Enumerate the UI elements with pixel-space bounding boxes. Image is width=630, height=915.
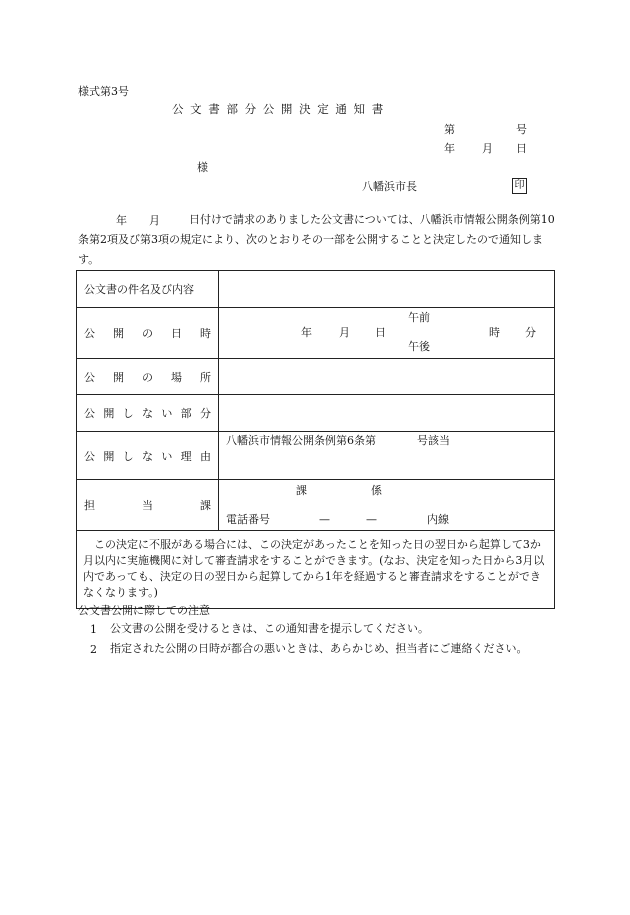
label-char: 担 bbox=[84, 499, 95, 512]
dept-ka: 課 bbox=[296, 484, 307, 497]
dt-year: 年 bbox=[301, 326, 312, 339]
dt-pm: 午後 bbox=[408, 340, 430, 353]
label-char: 公 bbox=[84, 407, 95, 420]
label-char: 当 bbox=[142, 499, 153, 512]
doc-name-value[interactable] bbox=[219, 271, 555, 308]
doc-name-label-cell bbox=[77, 271, 219, 308]
intro-month: 月 bbox=[149, 214, 160, 227]
dept-value[interactable] bbox=[219, 480, 555, 531]
addressee-suffix: 様 bbox=[197, 161, 208, 174]
nondisclosed-label-cell bbox=[77, 395, 219, 432]
label-char: 公 bbox=[84, 327, 95, 340]
label-char: 場 bbox=[171, 370, 182, 384]
label-char: 開 bbox=[103, 449, 115, 463]
note-1-number: 1 bbox=[90, 623, 97, 636]
label-char: の bbox=[142, 327, 153, 340]
label-char: 開 bbox=[113, 327, 124, 340]
note-1-text: 公文書の公開を受けるときは、この通知書を提示してください。 bbox=[110, 622, 429, 635]
reason-value[interactable] bbox=[219, 432, 555, 480]
decision-table bbox=[76, 270, 555, 609]
document-title: 公 文 書 部 分 公 開 決 定 通 知 書 bbox=[172, 102, 385, 116]
label-char: 日 bbox=[171, 327, 182, 340]
seal-mark: 印 bbox=[512, 178, 527, 194]
label-char: 所 bbox=[200, 370, 211, 384]
doc-number-suffix: 号 bbox=[516, 123, 527, 136]
reason-suffix: 号該当 bbox=[417, 434, 450, 447]
label-char: な bbox=[141, 407, 153, 420]
dept-kakari: 係 bbox=[371, 484, 382, 497]
doc-number-prefix: 第 bbox=[444, 123, 455, 136]
row-nondisclosed bbox=[77, 395, 555, 432]
intro-text: 日付けで請求のありました公文書については、八幡浜市情報公開条例第10条第2項及び第3項の規定により、次のとおりその一部を公開することと決定したので通知します。 bbox=[78, 213, 555, 266]
row-datetime bbox=[77, 308, 555, 359]
nondisclosed-label bbox=[77, 405, 218, 421]
label-char: 公 bbox=[84, 449, 95, 463]
place-value[interactable] bbox=[219, 359, 555, 395]
notes-heading: 公文書公開に際しての注意 bbox=[78, 604, 210, 617]
reason-label-cell bbox=[77, 432, 219, 480]
label-char: 分 bbox=[199, 407, 211, 420]
dt-minute: 分 bbox=[525, 326, 536, 339]
date-day: 日 bbox=[516, 142, 527, 155]
datetime-label bbox=[77, 325, 218, 341]
note-2-number: 2 bbox=[90, 643, 97, 656]
label-char: い bbox=[161, 449, 173, 463]
row-department bbox=[77, 480, 555, 531]
label-char: 公 bbox=[84, 370, 95, 384]
appeal-notice: この決定に不服がある場合には、この決定があったことを知った日の翌日から起算して3か月以内に実施機関に対して審査請求をすることができます。(なお、決定を知った日から3月以内であっても、決定の日の翌日から起算してから1年を経過すると審査請求をすることができなくなります。) bbox=[77, 531, 555, 609]
note-2-text bbox=[96, 640, 554, 658]
datetime-label-cell bbox=[77, 308, 219, 359]
place-label-cell bbox=[77, 359, 219, 395]
label-char: の bbox=[142, 370, 153, 384]
phone-dash-2: — bbox=[366, 513, 377, 526]
reason-text: 八幡浜市情報公開条例第6条第 bbox=[226, 434, 376, 447]
dept-label-cell bbox=[77, 480, 219, 531]
label-char: 部 bbox=[180, 407, 192, 420]
row-reason bbox=[77, 432, 555, 480]
date-year: 年 bbox=[444, 142, 455, 155]
label-char: 理 bbox=[180, 449, 192, 463]
place-label bbox=[77, 369, 218, 385]
label-char: 開 bbox=[113, 370, 124, 384]
datetime-value[interactable] bbox=[219, 308, 555, 359]
dept-label bbox=[77, 497, 218, 513]
label-char: 時 bbox=[200, 327, 211, 340]
dt-hour: 時 bbox=[489, 326, 500, 339]
reason-label bbox=[77, 448, 218, 464]
intro-year: 年 bbox=[116, 214, 127, 227]
dt-month: 月 bbox=[339, 326, 350, 339]
doc-name-label: 公文書の件名及び内容 bbox=[84, 283, 194, 296]
nondisclosed-value[interactable] bbox=[219, 395, 555, 432]
label-char: し bbox=[122, 449, 134, 463]
issuer-name: 八幡浜市長 bbox=[362, 180, 417, 193]
label-char: 由 bbox=[199, 449, 211, 463]
label-char: な bbox=[141, 449, 153, 463]
dt-day: 日 bbox=[375, 326, 386, 339]
label-char: 開 bbox=[103, 407, 115, 420]
date-month: 月 bbox=[482, 142, 493, 155]
row-notice bbox=[77, 531, 555, 609]
dt-am: 午前 bbox=[408, 311, 430, 324]
row-place bbox=[77, 359, 555, 395]
label-char: 課 bbox=[200, 499, 211, 512]
label-char: し bbox=[122, 407, 134, 420]
label-char: い bbox=[161, 407, 173, 420]
intro-paragraph bbox=[78, 210, 556, 270]
phone-label: 電話番号 bbox=[226, 513, 270, 526]
row-doc-name bbox=[77, 271, 555, 308]
form-number: 様式第3号 bbox=[78, 85, 129, 98]
phone-extension: 内線 bbox=[427, 513, 449, 526]
phone-dash-1: — bbox=[319, 513, 330, 526]
note-2-body: 指定された公開の日時が都合の悪いときは、あらかじめ、担当者にご連絡ください。 bbox=[110, 642, 528, 655]
